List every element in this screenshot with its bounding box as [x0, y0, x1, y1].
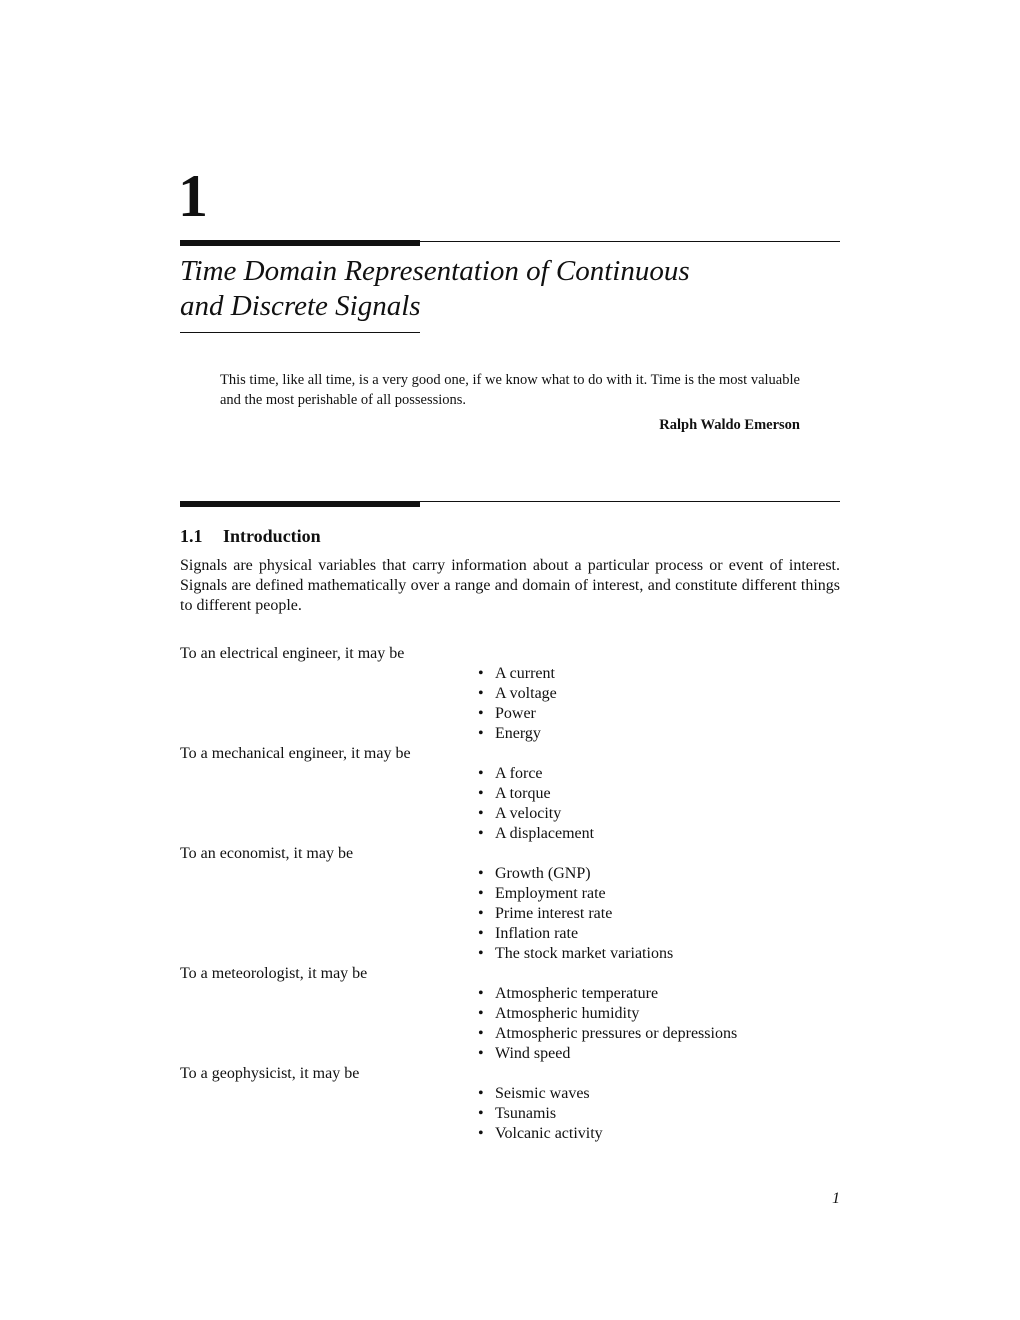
chapter-title-line-1: Time Domain Representation of Continuous	[180, 255, 690, 287]
list-item	[475, 684, 840, 704]
list-item	[475, 1044, 840, 1064]
list-item	[475, 824, 840, 844]
chapter-rule-thin	[420, 241, 840, 242]
intro-paragraph: Signals are physical variables that carry information about a particular process or event of interest. Signals are defined mathematically over a range and domain of interest, and constitute different things to different people.	[180, 557, 840, 614]
chapter-rule-thick	[180, 240, 420, 246]
list-item	[475, 904, 840, 924]
list-item-text: Atmospheric humidity	[495, 1005, 640, 1022]
bullet-list	[180, 1084, 840, 1144]
bullet-icon: •	[478, 925, 484, 942]
chapter-title	[180, 254, 800, 324]
list-item	[475, 804, 840, 824]
group-lead: To an electrical engineer, it may be	[180, 645, 405, 662]
signal-examples	[180, 644, 840, 1144]
chapter-title-underline	[180, 332, 420, 333]
list-item-text: Power	[495, 705, 536, 722]
bullet-icon: •	[478, 1085, 484, 1102]
section-title: Introduction	[223, 526, 321, 546]
list-item-text: Seismic waves	[495, 1085, 590, 1102]
list-item-text: A force	[495, 765, 543, 782]
section-heading	[180, 524, 321, 548]
bullet-icon: •	[478, 725, 484, 742]
list-item	[475, 764, 840, 784]
bullet-icon: •	[478, 1005, 484, 1022]
bullet-list	[180, 864, 840, 964]
list-item-text: The stock market variations	[495, 945, 674, 962]
list-item-text: Growth (GNP)	[495, 865, 591, 882]
bullet-list	[180, 984, 840, 1064]
bullet-icon: •	[478, 1045, 484, 1062]
bullet-icon: •	[478, 665, 484, 682]
section-rule-thin	[420, 501, 840, 502]
bullet-icon: •	[478, 985, 484, 1002]
group-lead: To a meteorologist, it may be	[180, 965, 368, 982]
list-item-text: A voltage	[495, 685, 557, 702]
list-item-text: Prime interest rate	[495, 905, 613, 922]
bullet-icon: •	[478, 765, 484, 782]
list-item-text: Wind speed	[495, 1045, 571, 1062]
bullet-icon: •	[478, 705, 484, 722]
bullet-list	[180, 664, 840, 744]
list-item-text: Inflation rate	[495, 925, 579, 942]
chapter-title-line-2: and Discrete Signals	[180, 290, 421, 322]
list-item-text: Employment rate	[495, 885, 606, 902]
list-item-text: A displacement	[495, 825, 595, 842]
section-rule-thick	[180, 501, 420, 507]
page-number: 1	[832, 1190, 840, 1207]
bullet-icon: •	[478, 825, 484, 842]
bullet-icon: •	[478, 805, 484, 822]
list-item	[475, 1104, 840, 1124]
list-item	[475, 884, 840, 904]
list-item-text: Tsunamis	[495, 1105, 557, 1122]
chapter-number: 1	[178, 163, 208, 229]
bullet-list	[180, 764, 840, 844]
list-item	[475, 784, 840, 804]
bullet-icon: •	[478, 785, 484, 802]
bullet-icon: •	[478, 865, 484, 882]
bullet-icon: •	[478, 1125, 484, 1142]
list-item	[475, 704, 840, 724]
list-item	[475, 724, 840, 744]
list-item-text: A current	[495, 665, 555, 682]
bullet-icon: •	[478, 1105, 484, 1122]
bullet-icon: •	[478, 905, 484, 922]
list-item	[475, 924, 840, 944]
list-item-text: Atmospheric pressures or depressions	[495, 1025, 738, 1042]
list-item	[475, 1084, 840, 1104]
bullet-icon: •	[478, 685, 484, 702]
list-item-text: A velocity	[495, 805, 562, 822]
list-item-text: Energy	[495, 725, 541, 742]
list-item-text: A torque	[495, 785, 551, 802]
list-item	[475, 1004, 840, 1024]
list-item	[475, 944, 840, 964]
group-lead: To an economist, it may be	[180, 845, 354, 862]
section-number: 1.1	[180, 526, 203, 546]
bullet-icon: •	[478, 885, 484, 902]
epigraph-author: Ralph Waldo Emerson	[659, 417, 800, 433]
bullet-icon: •	[478, 1025, 484, 1042]
list-item-text: Volcanic activity	[495, 1125, 603, 1142]
list-item	[475, 864, 840, 884]
list-item	[475, 664, 840, 684]
group-lead: To a geophysicist, it may be	[180, 1065, 360, 1082]
epigraph-quote: This time, like all time, is a very good one, if we know what to do with it. Time is the most valuable and the most perishable of all possessions.	[220, 372, 800, 408]
list-item	[475, 1124, 840, 1144]
group-lead: To a mechanical engineer, it may be	[180, 745, 411, 762]
list-item	[475, 1024, 840, 1044]
list-item	[475, 984, 840, 1004]
list-item-text: Atmospheric temperature	[495, 985, 659, 1002]
bullet-icon: •	[478, 945, 484, 962]
